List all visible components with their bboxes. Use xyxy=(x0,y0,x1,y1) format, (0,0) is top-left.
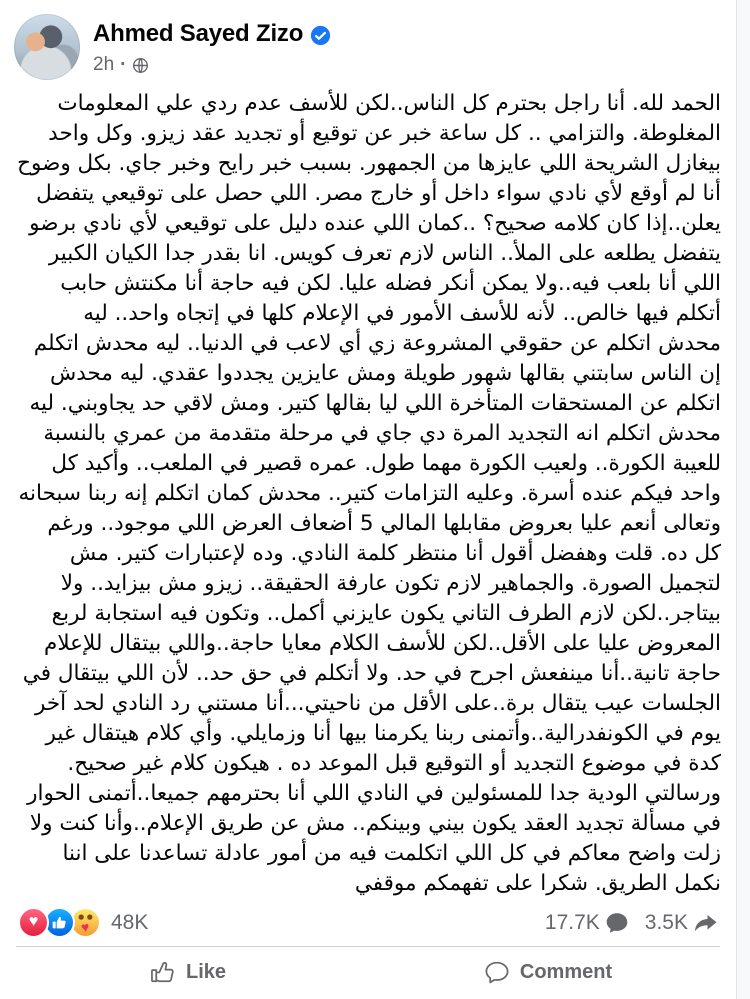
engagement-summary xyxy=(0,901,736,946)
comments-count-item[interactable] xyxy=(545,911,629,935)
share-count-icon xyxy=(693,911,719,935)
globe-privacy-icon xyxy=(132,57,149,74)
thumbs-up-icon xyxy=(150,959,176,985)
post-header xyxy=(0,0,736,80)
header-text xyxy=(93,14,331,76)
reactions-summary[interactable] xyxy=(18,907,148,938)
care-reaction-icon: ♥ xyxy=(70,907,101,938)
shares-count: 3.5K xyxy=(644,910,688,934)
comment-bubble-icon xyxy=(484,959,510,985)
reactions-count[interactable]: 48K xyxy=(111,910,149,934)
post-meta xyxy=(93,54,331,76)
comments-count: 17.7K xyxy=(544,910,600,934)
counts-group xyxy=(545,911,719,935)
verified-badge-icon xyxy=(310,25,331,46)
like-button-label: Like xyxy=(185,960,227,983)
author-name[interactable]: Ahmed Sayed Zizo xyxy=(93,20,304,47)
name-row xyxy=(93,20,331,48)
meta-separator: · xyxy=(120,54,127,75)
like-button[interactable] xyxy=(8,952,368,992)
timestamp[interactable]: 2h xyxy=(93,54,115,75)
comment-count-icon xyxy=(605,911,629,935)
post-body xyxy=(0,80,736,901)
comment-button-label: Comment xyxy=(519,960,613,983)
love-reaction-icon: ♥ xyxy=(18,907,49,938)
action-bar xyxy=(0,947,736,999)
post-text: الحمد لله. أنا راجل بحترم كل الناس..لكن للأسف عدم ردي علي المعلومات المغلوطة. والتزامي .. كل ساعة خبر عن توقيع أو تجديد عقد زيزو. وكل واحد بيغازل الشريحة اللي عايزها من الجمهور. بسبب خبر رايح وخبر جاي. بكل وضوح أنا لم أوقع لأي نادي سواء داخل أو خارج مصر. اللي حصل على توقيعي يتفضل يعلن..إذا كان كلامه صحيح؟ ..كمان اللي عنده دليل على توقيعي لأي نادي برضو يتفضل يطلعه على الملأ.. الناس لازم تعرف كويس. انا بقدر جدا الكيان الكبير اللي أنا بلعب فيه..ولا يمكن أنكر فضله عليا. لكن فيه حاجة أنا مكنتش حابب أتكلم فيها خالص.. لأنه للأسف الأمور في الإعلام كلها في إتجاه واحد.. ليه محدش اتكلم عن حقوقي المشروعة زي أي لاعب في الدنيا.. ليه محدش اتكلم إن الناس سابتني بقالها شهور طويلة ومش عايزين يجددوا عقدي. ليه محدش اتكلم عن المستحقات المتأخرة اللي ليا بقالها كتير. ومش لاقي حد يجاوبني. ليه محدش اتكلم انه التجديد المرة دي جاي في مرحلة متقدمة من عمري بالنسبة للعيبة الكورة.. ولعيب الكورة مهما طول. عمره قصير في الملعب.. وأكيد كل واحد فيكم عنده أسرة. وعليه التزامات كتير.. محدش كمان اتكلم إنه ربنا سبحانه وتعالى أنعم عليا بعروض مقابلها المالي 5 أضعاف العرض اللي موجود.. ورغم كل ده. قلت وهفضل أقول أنا منتظر كلمة النادي. وده لإعتبارات كتير. مش لتجميل الصورة. والجماهير لازم تكون عارفة الحقيقة.. زيزو مش بيزايد.. ولا بيتاجر..لكن لازم الطرف التاني يكون عايزني أكمل.. وتكون فيه استجابة لربع المعروض عليا على الأقل..لكن للأسف الكلام معايا حاجة..واللي بيتقال للإعلام حاجة تانية..أنا مينفعش اجرح في حد. ولا أتكلم في حق حد.. لأن اللي بيتقال في الجلسات عيب يتقال برة..على الأقل من ناحيتي...أنا مستني رد النادي لحد آخر يوم في الكونفدرالية..وأتمنى ربنا يكرمنا بيها أنا وزمايلي. وأي كلام هيتقال غير كدة في موضوع التجديد أو التوقيع قبل الموعد ده . هيكون كلام غير صحيح. ورسالتي الودية جدا للمسئولين في النادي اللي أنا بحترمهم جميعا..أتمنى الحوار في مسألة تجديد العقد يكون بيني وبينكم.. مش عن طريق الإعلام..وأنا كنت ولا زلت واضح معاكم في كل اللي اتكلمت فيه من أمور عادلة تساعدنا على اننا نكمل الطريق. شكرا على تفهمكم موقفي xyxy=(17,91,721,896)
comment-button[interactable] xyxy=(368,952,728,992)
avatar[interactable] xyxy=(14,14,80,80)
shares-count-item[interactable] xyxy=(645,911,719,935)
